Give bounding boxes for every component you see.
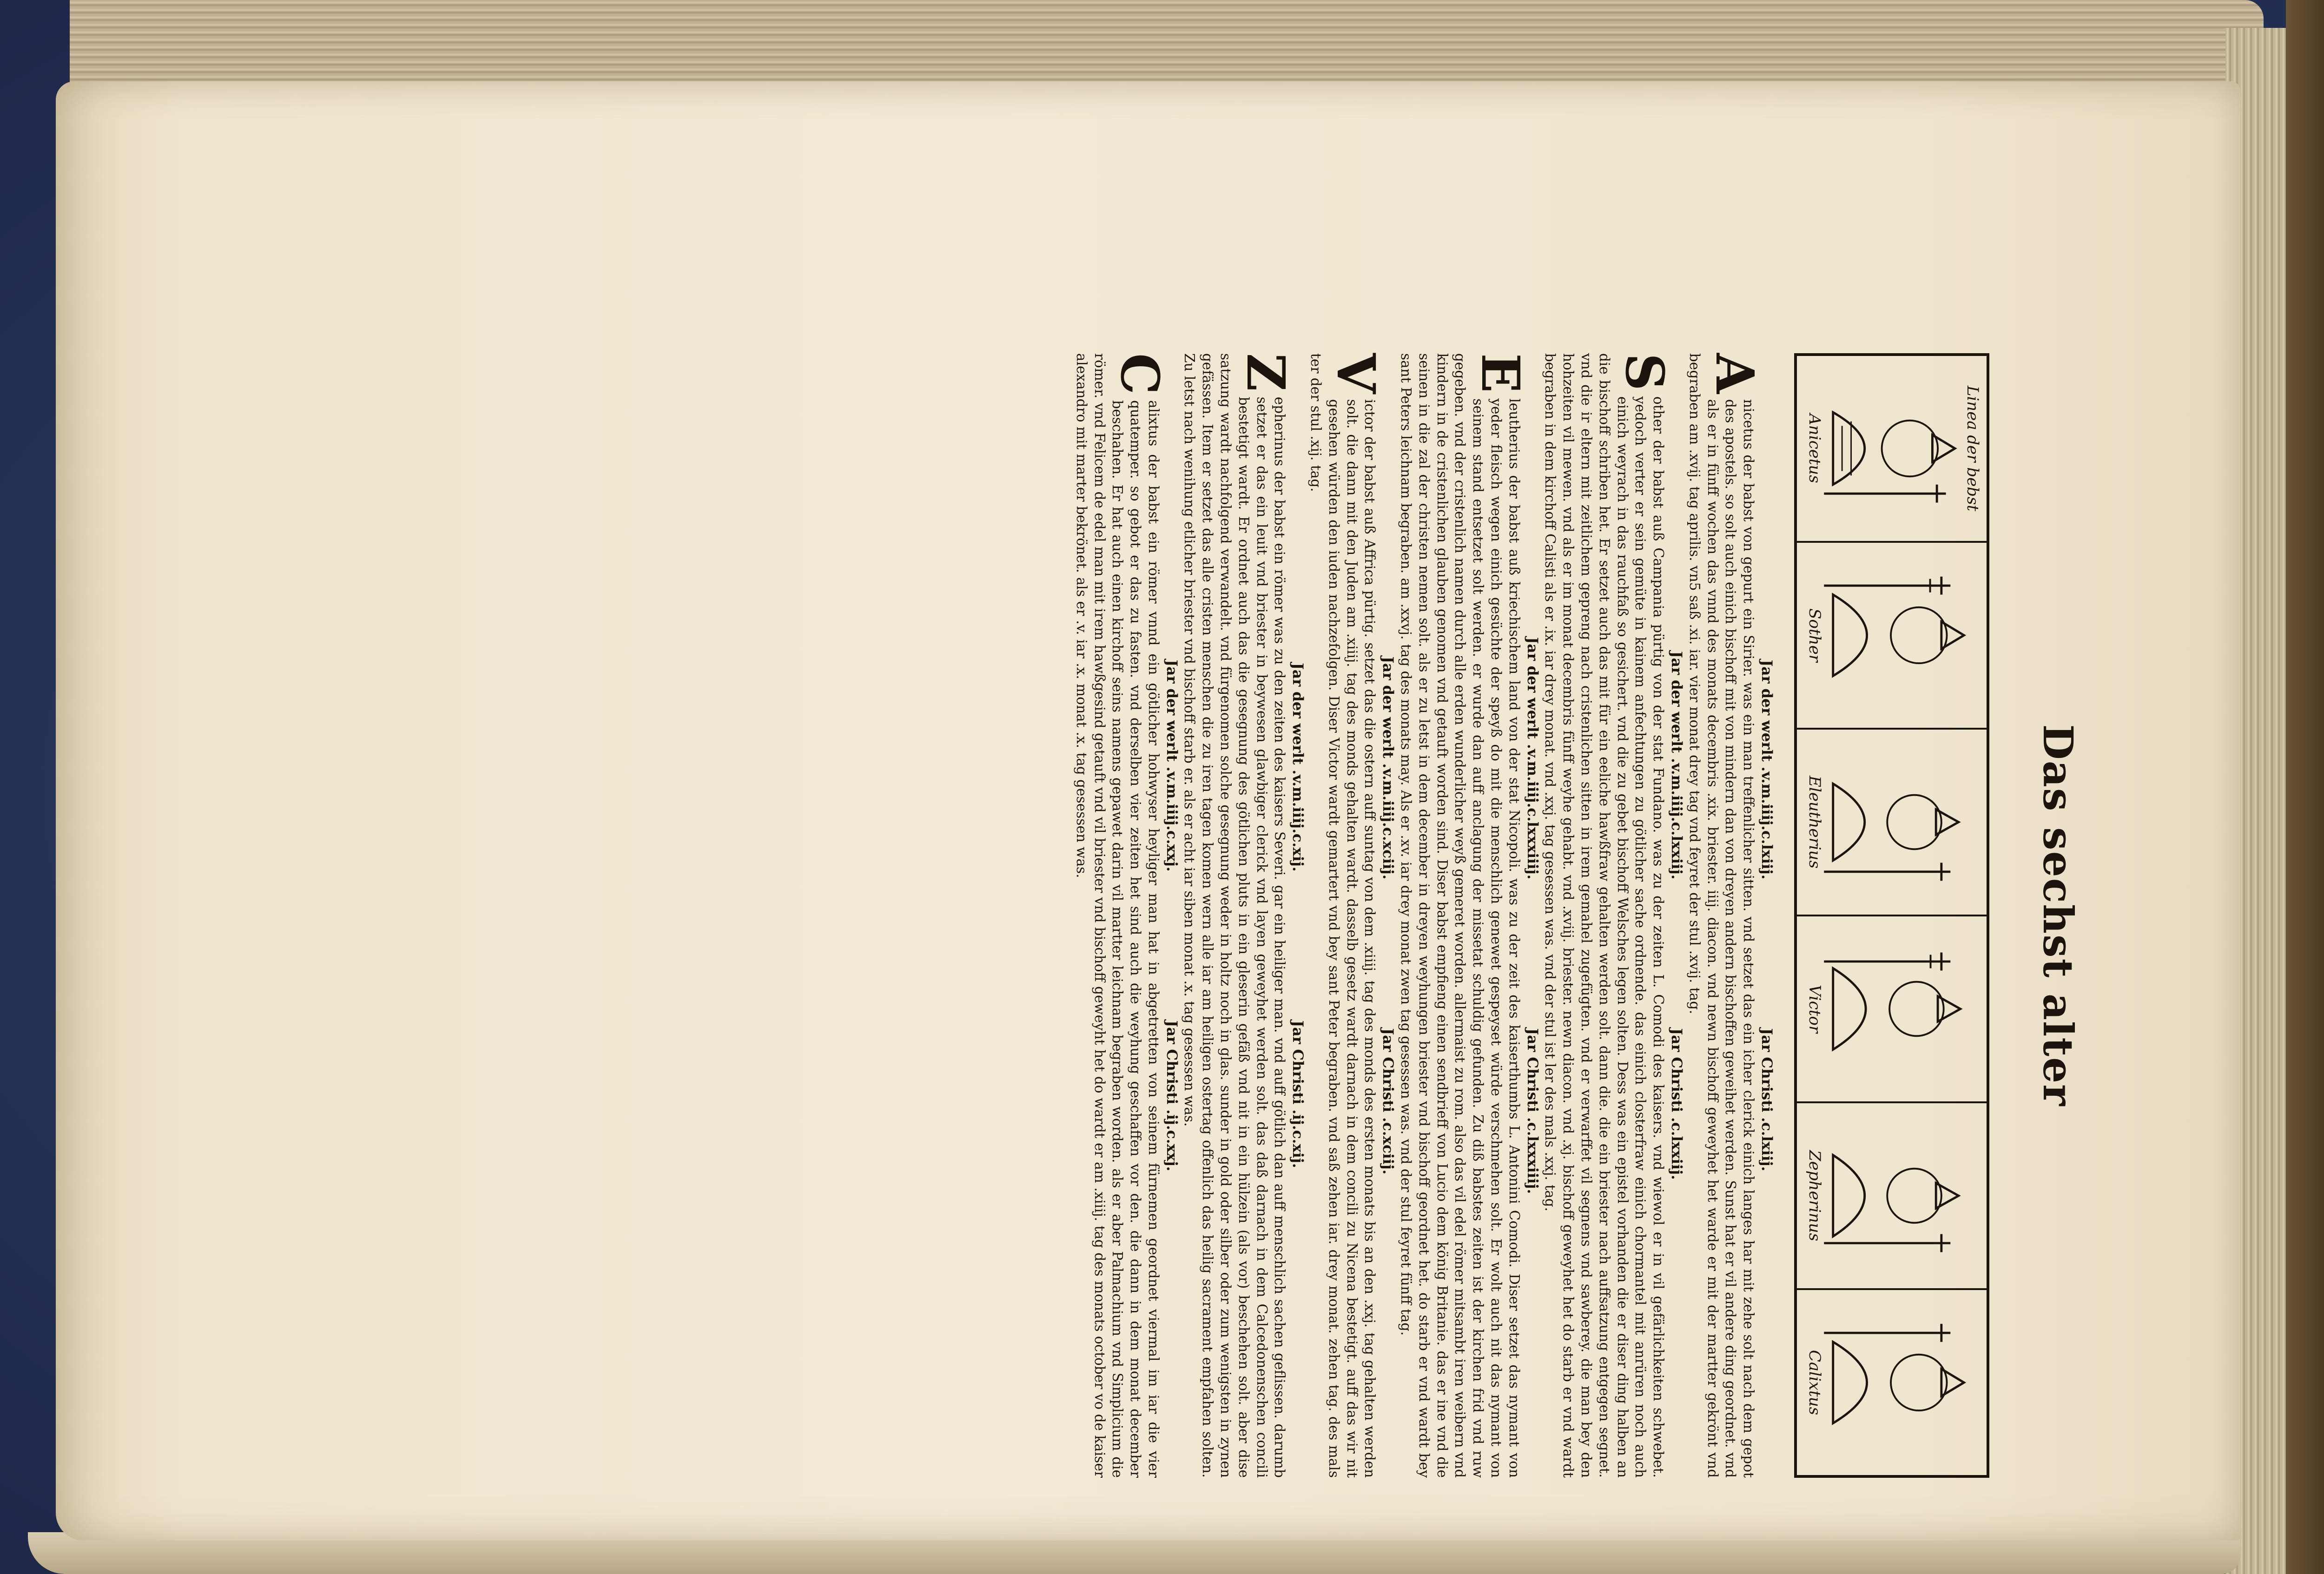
drop-initial: Z — [1235, 353, 1296, 391]
year-line — [1162, 353, 1181, 1478]
drop-initial: A — [1704, 353, 1765, 394]
pope-name: Sother — [1805, 608, 1824, 662]
paragraph — [1181, 353, 1296, 1478]
year-line — [1288, 353, 1307, 1478]
section-sother — [1541, 353, 1685, 1478]
year-line — [1379, 353, 1397, 1478]
paragraph — [1307, 353, 1386, 1478]
pope-woodcut-icon — [1797, 730, 1987, 915]
pope-woodcut-icon — [1797, 1103, 1987, 1288]
drop-initial: E — [1469, 353, 1531, 393]
section-eleutherius — [1397, 353, 1541, 1478]
drop-initial: V — [1325, 353, 1386, 394]
year-line — [1757, 353, 1776, 1478]
year-world: Jar der werlt .v.m.iiij.c.lxiij. — [1758, 659, 1775, 880]
paragraph — [1397, 353, 1531, 1478]
year-world: Jar der werlt .v.m.iiij.c.lxxiij. — [1668, 651, 1685, 880]
year-world: Jar der werlt .v.m.iiij.c.xij. — [1289, 663, 1307, 872]
pope-name: Anicetus — [1805, 414, 1824, 483]
year-christ: Jar Christi .ij.c.xij. — [1289, 1020, 1307, 1168]
paragraph-text: epherinus der babst ein römer was zu den zeiten des kaisers Severi. gar ein heiliger man. vnd auff götlich dan auff menschlich sachen geflissen. darumb setzet er das ein leuit vnd briester in beywesen glawbiger clerick vnd layen geweyhet werden solt. das daß darnach in dem Calcedonenschen concili bestetigt wardt. Er ordnet auch das die gesegnung des götlichen pluts in ein gleserin gefäß vnd nit in ein hülzein (als vor) beschehen solt. aber dise satzung wardt nachfolgend verwandelt. vnd fürgenomen solche gesegnung weder in holtz noch in glas. sunder in gold oder silber oder zum wenigsten in zynen gefässen. Item er setzet das alle cristen menschen die zu iren tagen komen wern alle iar am heiligen ostertag offenlich das heilig sacrament empfahen solten. Zu letst nach wenihung etlicher briester vnd bischoff starb er. als er acht iar siben monat .x. tag gesessen was. — [1182, 353, 1288, 1478]
portrait-eleutherius — [1797, 730, 1987, 916]
pope-woodcut-icon — [1797, 1290, 1987, 1475]
portrait-calixtus — [1797, 1290, 1987, 1475]
section-calixtus — [1072, 353, 1181, 1478]
printed-block — [390, 353, 2082, 1478]
section-victor — [1307, 353, 1397, 1478]
portrait-sother — [1797, 543, 1987, 730]
paragraph-text: leutherius der babst auß kriechischem land von der stat Nicopoli. was zu der zeit des kaiserthumbs L. Antonini Comodi. Diser setzet das nymant von yeder fleisch wegen einich gesüchte der speyß do mit die menschlich genewet gespeyset würde verschmehen solt. Er wolt auch nit das nymant von seinem stand entsetzet solt werden. er wurde dan auff anclagung der missetat schuldig gefunden. Zu diß babstes zeiten ist der kirchen frid vnd ruw gegeben. vnd der cristenlich namen durch alle erden wunderlicher weyß gemeret worden. allermaist zu rom. also das vil edel römer mitsambt iren weibern vnd kindern in de cristenlichen glauben genomen vnd getauft worden sind. Diser babst empfieng einen sendbrieff von Lucio dem könig Britanie. das er ine vnd die seinen in die zal der christen nemen solt. als er zu letst in dem december in dreyen weyhungen briester vnd bischoff geordnet het. do starb er vnd wardt bey sant Peters leichnam begraben. am .xxvj. tag des monats may. Als er .xv. iar drey monat zwen tag gesessen was. vnd der stul feyret fünff tag. — [1398, 353, 1522, 1478]
year-christ: Jar Christi .c.lxxxiiij. — [1524, 1028, 1541, 1194]
year-christ: Jar Christi .c.lxiij. — [1758, 1028, 1775, 1172]
pope-woodcut-icon — [1797, 356, 1987, 541]
paragraph-text: ictor der babst auß Affrica pürtig. setzet das die ostern auff suntag von dem .xiiij. tag des monds des ersten monats bis an den .xxj. tag gehalten werden solt. die dann mit den Juden am .xiiij. tag des monds gehalten wardt. dasselb gesetz wardt darnach in dem concili zu Nicena bestetigt. auff das wir nit gesehen würden den iuden nachzefolgen. Diser Victor wardt gemartert vnd bey sant Peter begraben. vnd saß zehen iar. drey monat. zehen tag. des mals ter der stul .xij. tag. — [1308, 353, 1378, 1478]
portrait-anicetus — [1797, 356, 1987, 543]
year-christ: Jar Christi .c.lxxiij. — [1668, 1028, 1685, 1180]
drop-initial: C — [1109, 353, 1170, 395]
pope-woodcut-icon — [1797, 916, 1987, 1101]
paragraph-text: nicetus der babst von gepurt ein Sirier. was ein man treffenlicher sitten. vnd setzet das ein icher clerick einich langes har mit zehe solt nach dem gepot des apostels. so solt auch einich bischoff mit von mindern dan von dreyen andern bischoffen geweihet werden. Sunst hat er vil andere ding geordnet. vnd als er in fünff wochen das vnnd des monats decembris .xix. briester. iiij. diacon. vnd newn bischoff geweyhet het warde er mit der martter gekrönt vnd begraben am .xvij. tag aprilis. vn5 saß .xi. iar. vier monat drey tag vnd feyret der stul .xvij. tag. — [1686, 353, 1757, 1478]
pope-name: Zepherinus — [1805, 1150, 1824, 1241]
paragraph-text: other der babst auß Campania pürtig von der stat Fundano. was zu der zeiten L. Comodi des kaisers. vnd wiewol er in vil gefärlichkeiten schwebet. yedoch verter er sein gemüte in kainem anfechtungen zu götlicher sache ordnende. das einich closterfraw einich chormantel mit anrüren noch auch einich weyrach in das rauchfaß so gesichert. vnd die zu gebet bischoff Welsches legen solten. Dess was ein epistel vorhanden die er diser ding halben an die bischoff schriben het. Er setzet auch das mit für ein eeliche hawßfraw gehalten werden solt. dann die. die ein briester nach auffsatzung entgegen segnet. vnd die ir eltern mit zeitlichem gepreng nach cristenlichen sitten in irem gemahel zugefügten. vnd er verwarffet vil segnens vnd sawberey. die man bey den hohzeiten vil mewen. vnd als er im monat decembris fünff weyhe gehabt. vnd .xviij. briester. newn diacon. vnd .xj. bischoff geweyhet het do starb er vnd wardt begraben in dem kirchoff Calisti als er .ix. iar drey monat. vnd .xxj. tag gesessen was. vnd der stul ist ler des mals .xxj. tag. — [1542, 353, 1667, 1478]
year-line — [1667, 353, 1685, 1478]
year-christ: Jar Christi .c.xciij. — [1380, 1028, 1397, 1175]
text-column — [1072, 353, 1776, 1478]
page-heading: Das sechst alter — [2034, 724, 2082, 1107]
year-line — [1523, 353, 1541, 1478]
portrait-victor — [1797, 916, 1987, 1103]
paragraph — [1541, 353, 1675, 1478]
pope-name: Eleutherius — [1805, 776, 1824, 869]
drop-initial: S — [1614, 353, 1675, 391]
year-world: Jar der werlt .v.m.iiij.c.xciij. — [1380, 656, 1397, 880]
year-world: Jar der werlt .v.m.iiij.c.xxj. — [1163, 659, 1180, 872]
pope-name: Victor — [1805, 984, 1824, 1034]
portrait-band — [1794, 353, 1989, 1478]
year-christ: Jar Christi .ij.c.xxj. — [1163, 1020, 1180, 1172]
pope-woodcut-icon — [1797, 543, 1987, 728]
section-anicetus — [1685, 353, 1776, 1478]
portrait-zepherinus — [1797, 1103, 1987, 1290]
section-zepherinus — [1181, 353, 1307, 1478]
paragraph-text: alixtus der babst ein römer vnnd ein götlicher hohwyser heyliger man hat in abgetretten von seinem fürnemen geordnet viermal im iar die vier quatemper. so gebot er das zu fasten. vnd derselben vier zeiten het sind auch die weyhung geschaffen vor den. die dann in dem monat december beschahen. Er hat auch einen kirchoff seins namens gepawet darin vil martter leichnam begraben worden. als er aber Palmachium vnd Simplicium die römer. vnd Felicem de edel man mit irem hawßgesind getauft vnd vil briester vnd bischoff geweyht het do wardt er am .xiiij. tag des monats october vo de kaiser alexandro mit marter bekrönet. als er .v. iar .x. monat .x. tag gesessen was. — [1073, 353, 1162, 1478]
band-title: Linea der bebst — [1963, 385, 1982, 512]
paragraph — [1072, 353, 1170, 1478]
pope-name: Calixtus — [1805, 1350, 1824, 1416]
year-world: Jar der werlt .v.m.iiij.c.lxxxiiij. — [1524, 637, 1541, 880]
paragraph — [1685, 353, 1765, 1478]
book-cover — [2286, 0, 2324, 1574]
